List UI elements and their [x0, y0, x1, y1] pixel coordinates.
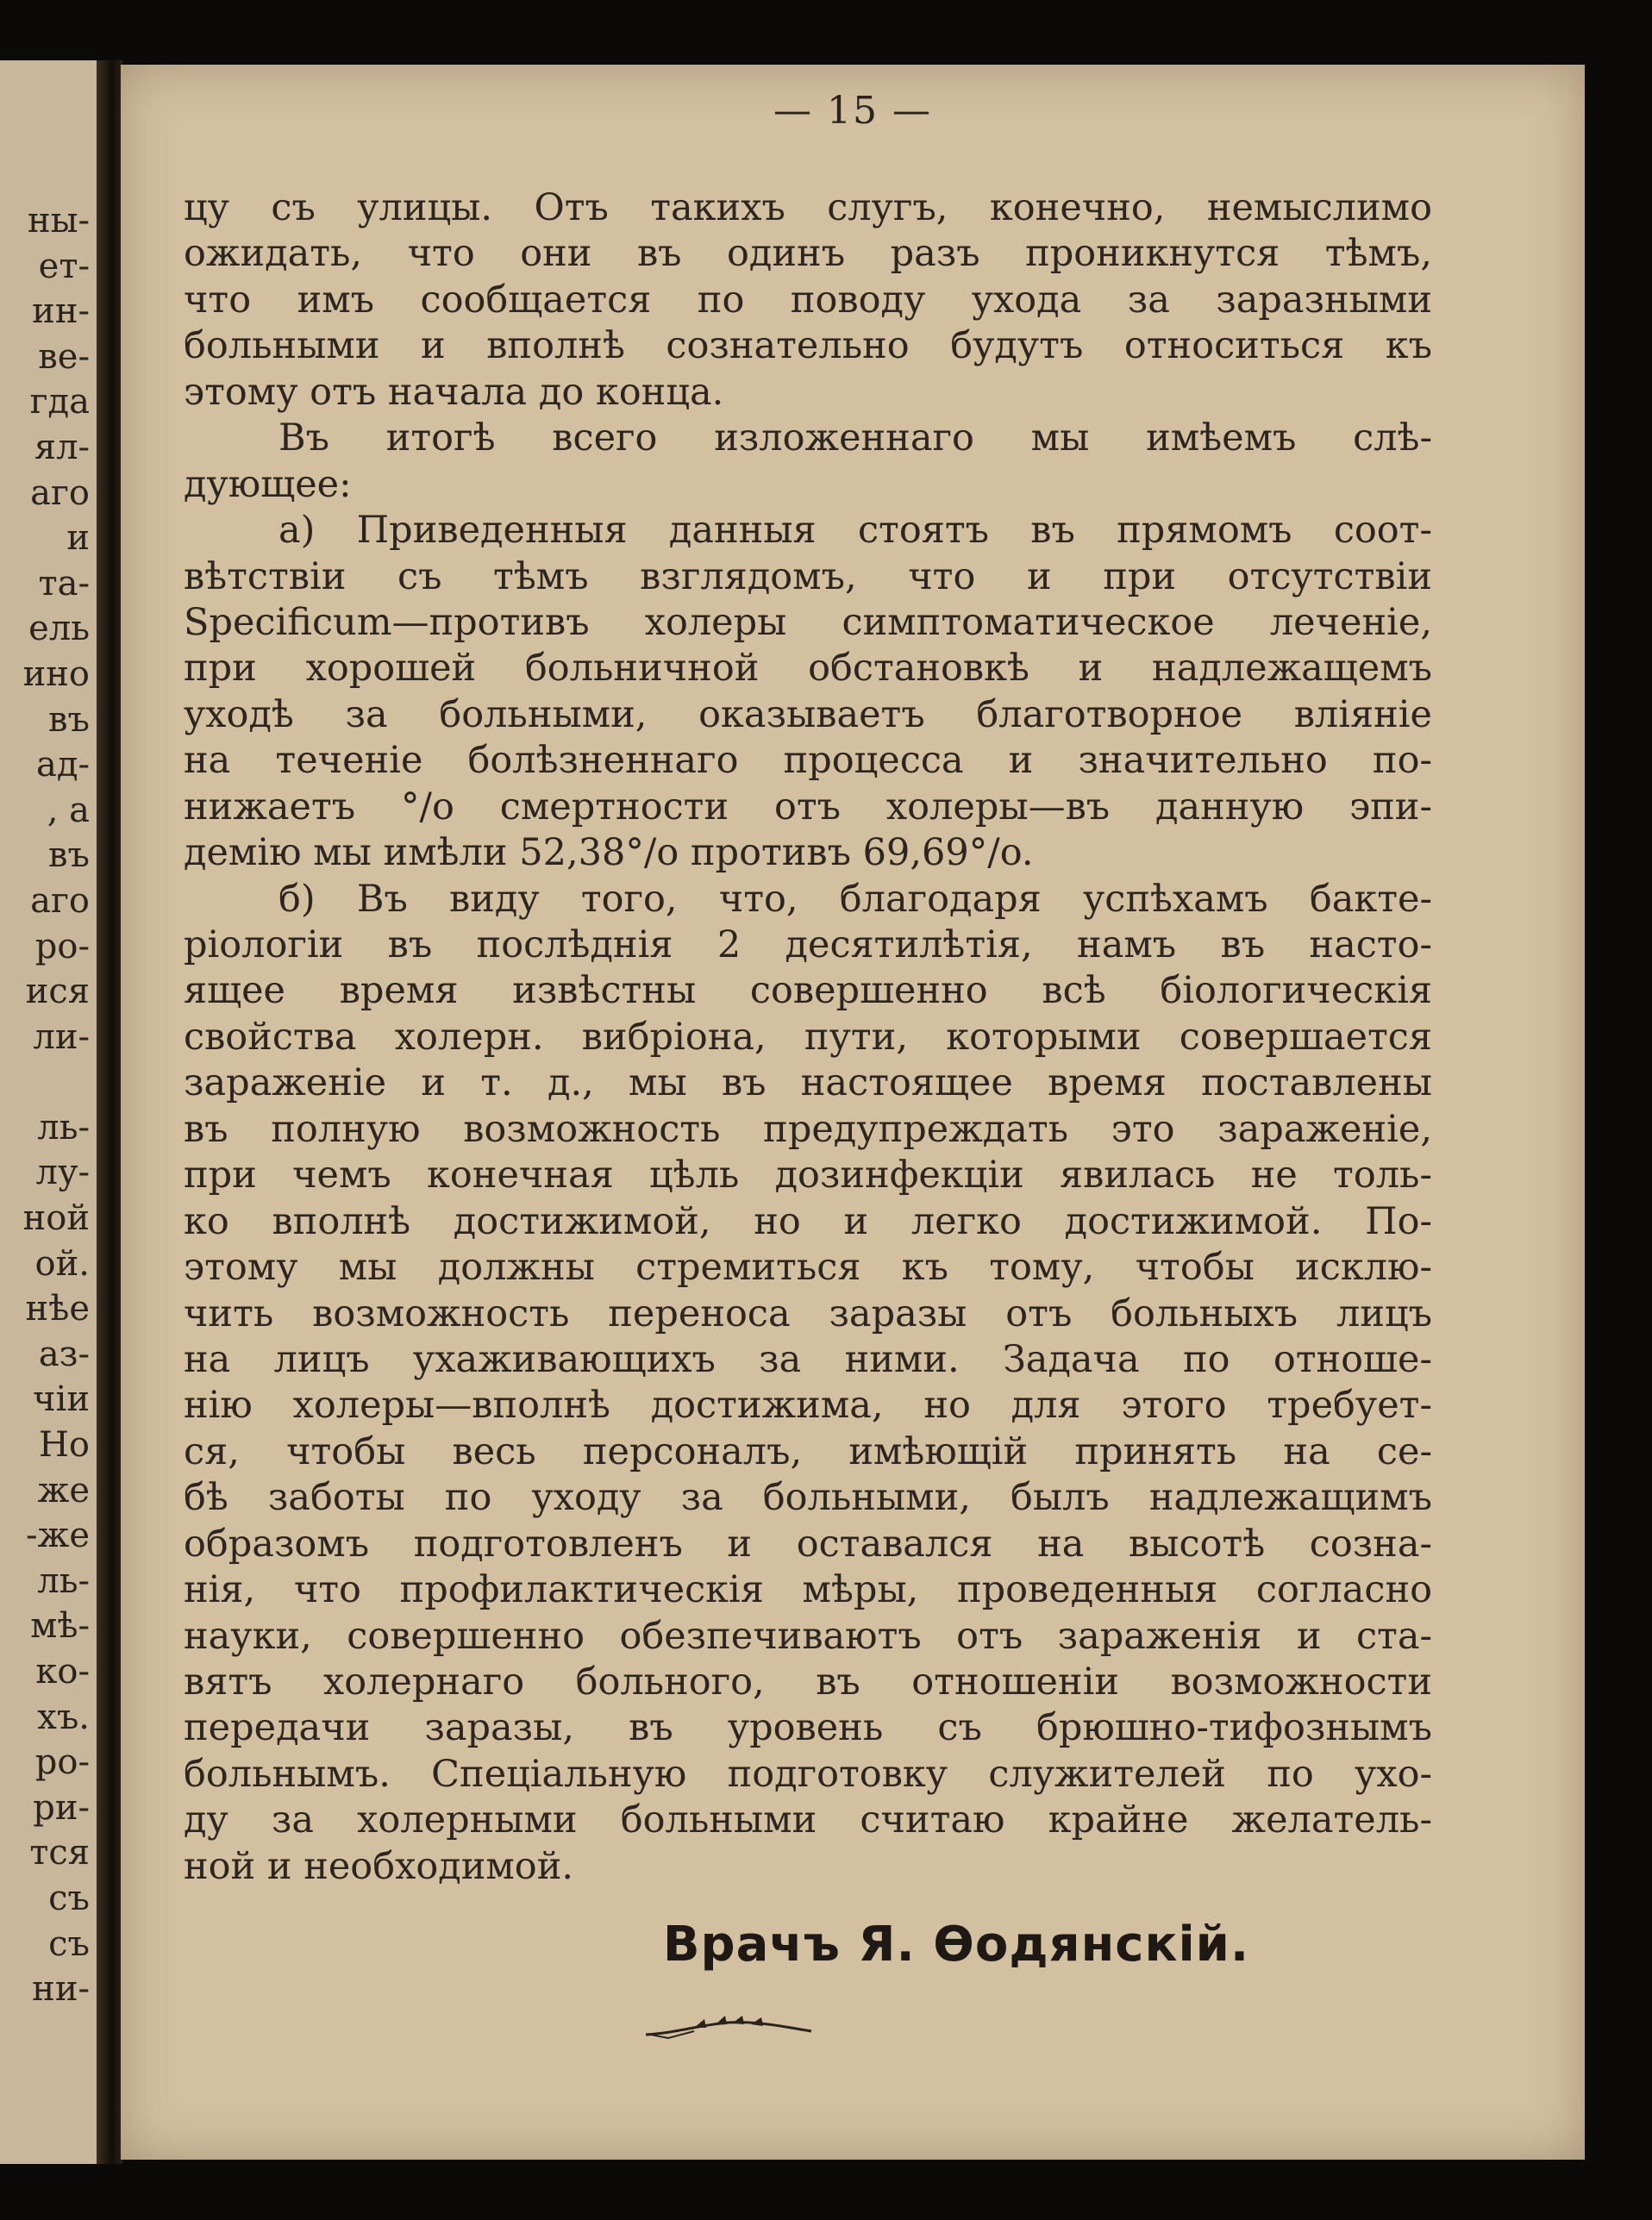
left-fragment: , а	[47, 790, 90, 830]
text-line: свойства холерн. вибріона, пути, которыми совершается	[184, 1015, 1432, 1059]
text-line: цу съ улицы. Отъ такихъ слугъ, конечно, немыслимо	[184, 186, 1432, 229]
left-fragment: въ	[48, 835, 90, 876]
text-line: на лицъ ухаживающихъ за ними. Задача по отноше-	[184, 1337, 1432, 1381]
text-line: ящее время извѣстны совершенно всѣ біологическія	[184, 969, 1432, 1013]
left-fragment: аз-	[38, 1334, 90, 1374]
left-fragment: та-	[38, 563, 90, 603]
left-fragment: въ	[48, 699, 90, 740]
text-line: вѣтствіи съ тѣмъ взглядомъ, что и при отсутствіи	[184, 554, 1432, 598]
left-fragment: аго	[30, 880, 90, 921]
left-fragment: ве-	[38, 336, 90, 377]
left-fragment: гда	[29, 382, 90, 422]
text-line: образомъ подготовленъ и оставался на высотѣ созна-	[184, 1522, 1432, 1566]
left-fragment: ны-	[27, 201, 90, 241]
text-line: при хорошей больничной обстановкѣ и надлежащемъ	[184, 647, 1432, 691]
text-line: ду за холерными больными считаю крайне желатель-	[184, 1798, 1432, 1842]
text-line: ной и необходимой.	[184, 1844, 574, 1888]
left-fragment: съ	[48, 1878, 90, 1918]
left-fragment: съ	[48, 1923, 90, 1964]
text-line: передачи заразы, въ уровень съ брюшно-тифознымъ	[184, 1706, 1432, 1750]
left-fragment: аго	[30, 472, 90, 513]
text-line: зараженіе и т. д., мы въ настоящее время поставлены	[184, 1061, 1432, 1105]
left-fragment: ро-	[34, 926, 90, 966]
text-line: ріологіи въ послѣднія 2 десятилѣтія, намъ въ насто-	[184, 923, 1432, 966]
left-fragment: ри-	[33, 1787, 90, 1828]
text-line: уходѣ за больными, оказываетъ благотворное вліяніе	[184, 692, 1432, 736]
left-fragment	[3, 1060, 90, 1105]
text-line: на теченіе болѣзненнаго процесса и значительно по-	[184, 739, 1432, 783]
left-fragment: ль-	[37, 1560, 90, 1601]
text-line: б) Въ виду того, что, благодаря успѣхамъ бакте-	[278, 877, 1432, 921]
left-fragment: Но	[39, 1425, 90, 1466]
text-line: ся, чтобы весь персоналъ, имѣющій принять на се-	[184, 1429, 1432, 1473]
decorative-flourish-icon	[642, 2009, 815, 2043]
text-line: науки, совершенно обезпечиваютъ отъ зараженія и ста-	[184, 1614, 1432, 1658]
text-line: что имъ сообщается по поводу ухода за заразными	[184, 278, 1432, 322]
left-fragment: ися	[25, 972, 90, 1012]
left-fragment: -же	[26, 1516, 90, 1556]
left-fragment: ял-	[34, 427, 90, 467]
text-line: больными и вполнѣ сознательно будутъ относиться къ	[184, 324, 1432, 368]
left-fragment: ро-	[34, 1742, 90, 1783]
text-line: въ полную возможность предупреждать это зараженіе,	[184, 1107, 1432, 1151]
text-line: Specificum—противъ холеры симптоматическое леченіе,	[184, 600, 1432, 644]
left-fragment: ль-	[37, 1107, 90, 1148]
left-fragment: нѣе	[25, 1289, 90, 1329]
left-fragment: ной	[22, 1198, 90, 1239]
left-fragment: ет-	[38, 246, 90, 286]
page-number: — 15 —	[773, 89, 932, 133]
text-line: Въ итогѣ всего изложеннаго мы имѣемъ слѣ-	[278, 416, 1432, 460]
text-line: бѣ заботы по уходу за больными, былъ надлежащимъ	[184, 1476, 1432, 1520]
text-line: этому мы должны стремиться къ тому, чтобы исклю-	[184, 1246, 1432, 1290]
text-line: больнымъ. Спеціальную подготовку служителей по ухо-	[184, 1752, 1432, 1796]
text-line: а) Приведенныя данныя стоятъ въ прямомъ соот-	[278, 509, 1432, 553]
book-page	[121, 65, 1585, 2160]
left-fragment: мѣ-	[30, 1606, 90, 1647]
left-fragment: ад-	[36, 745, 90, 785]
left-fragment: чіи	[33, 1379, 90, 1420]
left-fragment: ни-	[32, 1969, 90, 2010]
left-fragment: ко-	[35, 1652, 90, 1692]
left-fragment: ой.	[34, 1243, 90, 1284]
left-fragment: ино	[22, 653, 90, 694]
text-line: чить возможность переноса заразы отъ больныхъ лицъ	[184, 1291, 1432, 1335]
text-line: ко вполнѣ достижимой, но и легко достижимой. По-	[184, 1199, 1432, 1243]
left-page-text	[3, 198, 90, 2012]
text-line: нижаетъ °/o смертности отъ холеры—въ данную эпи-	[184, 785, 1432, 829]
left-fragment: ин-	[32, 291, 90, 332]
left-fragment: же	[37, 1470, 90, 1510]
left-fragment: хъ.	[37, 1697, 90, 1737]
text-line: нія, что профилактическія мѣры, проведенныя согласно	[184, 1568, 1432, 1612]
text-line: при чемъ конечная цѣль дозинфекціи явилась не толь-	[184, 1154, 1432, 1198]
left-fragment: ель	[28, 609, 90, 649]
text-line: демію мы имѣли 52,38°/o противъ 69,69°/o.	[184, 831, 1034, 875]
author-signature: Врачъ Я. Ѳодянскій.	[662, 1917, 1250, 1973]
left-page-edge	[0, 60, 102, 2164]
body-text	[184, 185, 1432, 1890]
left-fragment: и	[66, 518, 90, 559]
text-line: ожидать, что они въ одинъ разъ проникнутся тѣмъ,	[184, 232, 1432, 276]
left-fragment: лу-	[35, 1153, 90, 1193]
text-line: нію холеры—вполнѣ достижима, но для этого требует-	[184, 1384, 1432, 1428]
left-fragment: ли-	[33, 1016, 90, 1057]
text-line: дующее:	[184, 462, 352, 506]
text-line: этому отъ начала до конца.	[184, 370, 724, 414]
left-fragment: тся	[29, 1833, 90, 1873]
text-line: вятъ холернаго больного, въ отношеніи возможности	[184, 1660, 1432, 1704]
book-gutter	[97, 60, 122, 2164]
